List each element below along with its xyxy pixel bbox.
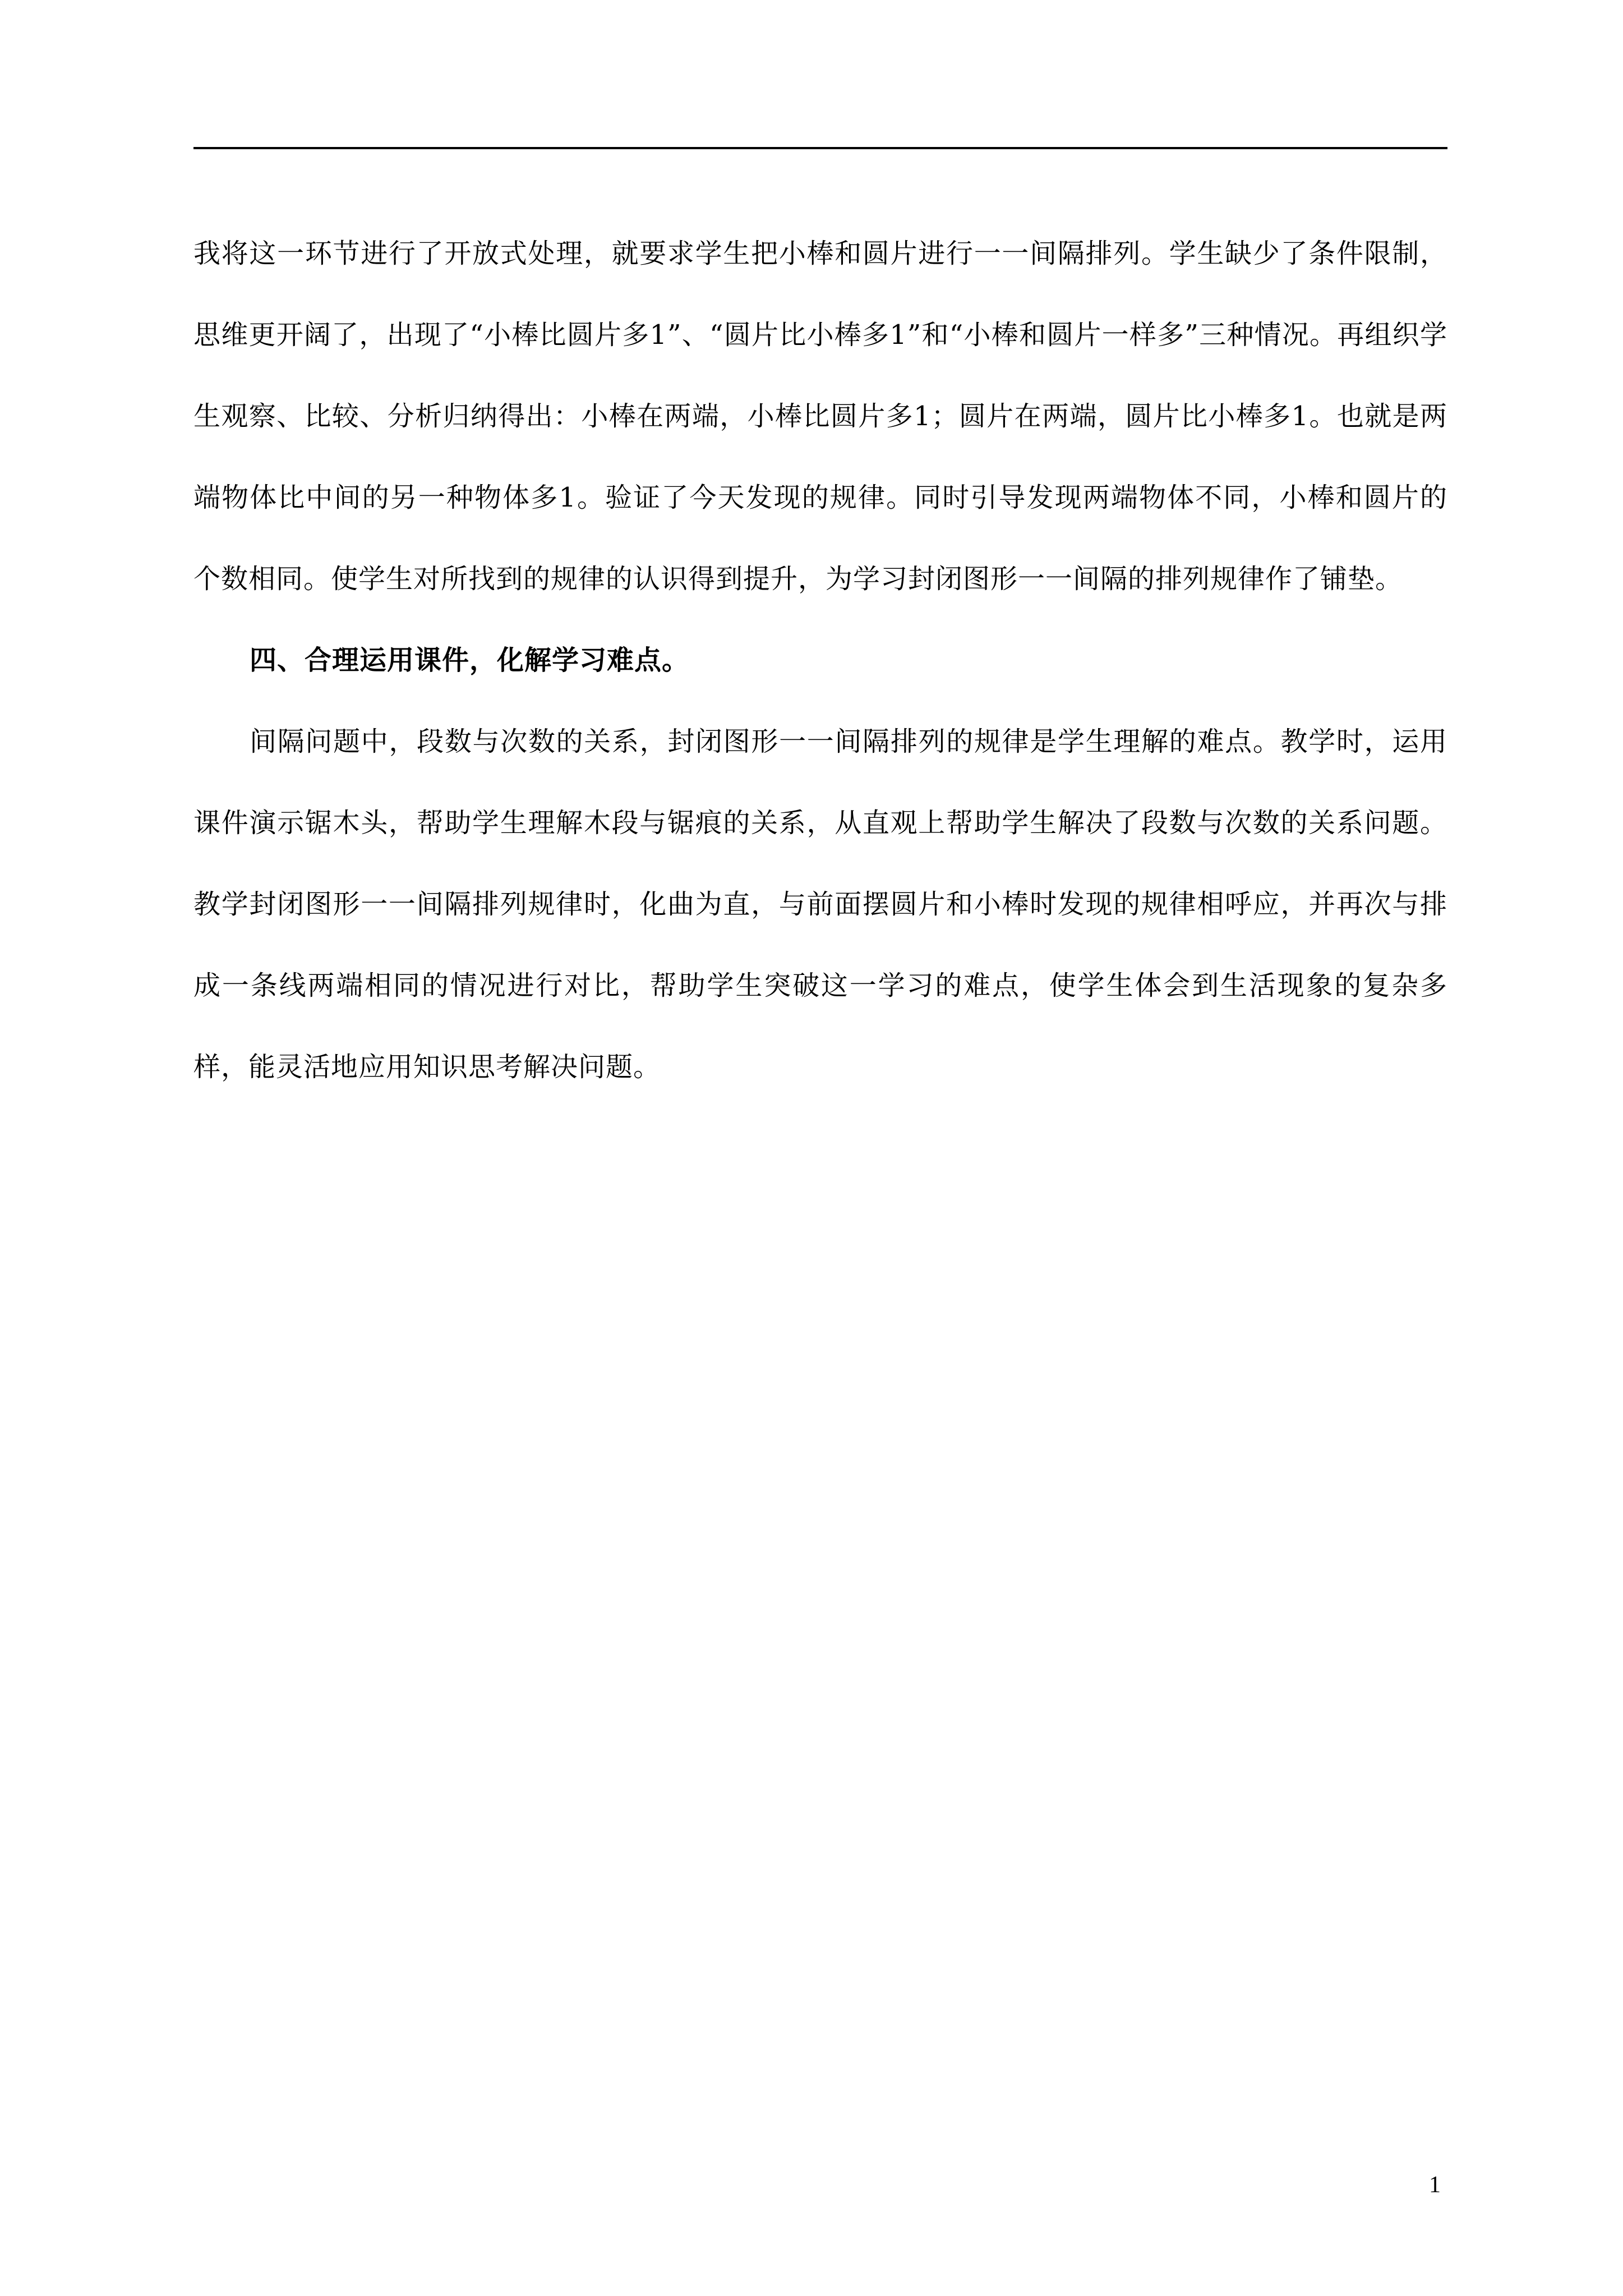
page-number: 1 (1429, 2172, 1441, 2198)
header-rule (193, 147, 1447, 149)
section-heading: 四、合理运用课件，化解学习难点。 (250, 645, 690, 676)
paragraph-section-body: 间隔问题中，段数与次数的关系，封闭图形一一间隔排列的规律是学生理解的难点。教学时，运用课件演示锯木头，帮助学生理解木段与锯痕的关系，从直观上帮助学生解决了段数与次数的关系问题。教学封闭图形一一间隔排列规律时，化曲为直，与前面摆圆片和小棒时发现的规律相呼应，并再次与排成一条线两端相同的情况进行对比，帮助学生突破这一学习的难点，使学生体会到生活现象的复杂多样，能灵活地应用知识思考解决问题。 (193, 726, 1447, 1083)
document-body (193, 213, 1447, 1108)
paragraph-intro: 我将这一环节进行了开放式处理，就要求学生把小棒和圆片进行一一间隔排列。学生缺少了条件限制，思维更开阔了，出现了“小棒比圆片多1”、“圆片比小棒多1”和“小棒和圆片一样多”三种情况。再组织学生观察、比较、分析归纳得出：小棒在两端，小棒比圆片多1；圆片在两端，圆片比小棒多1。也就是两端物体比中间的另一种物体多1。验证了今天发现的规律。同时引导发现两端物体不同，小棒和圆片的个数相同。使学生对所找到的规律的认识得到提升，为学习封闭图形一一间隔的排列规律作了铺垫。 (193, 238, 1447, 595)
